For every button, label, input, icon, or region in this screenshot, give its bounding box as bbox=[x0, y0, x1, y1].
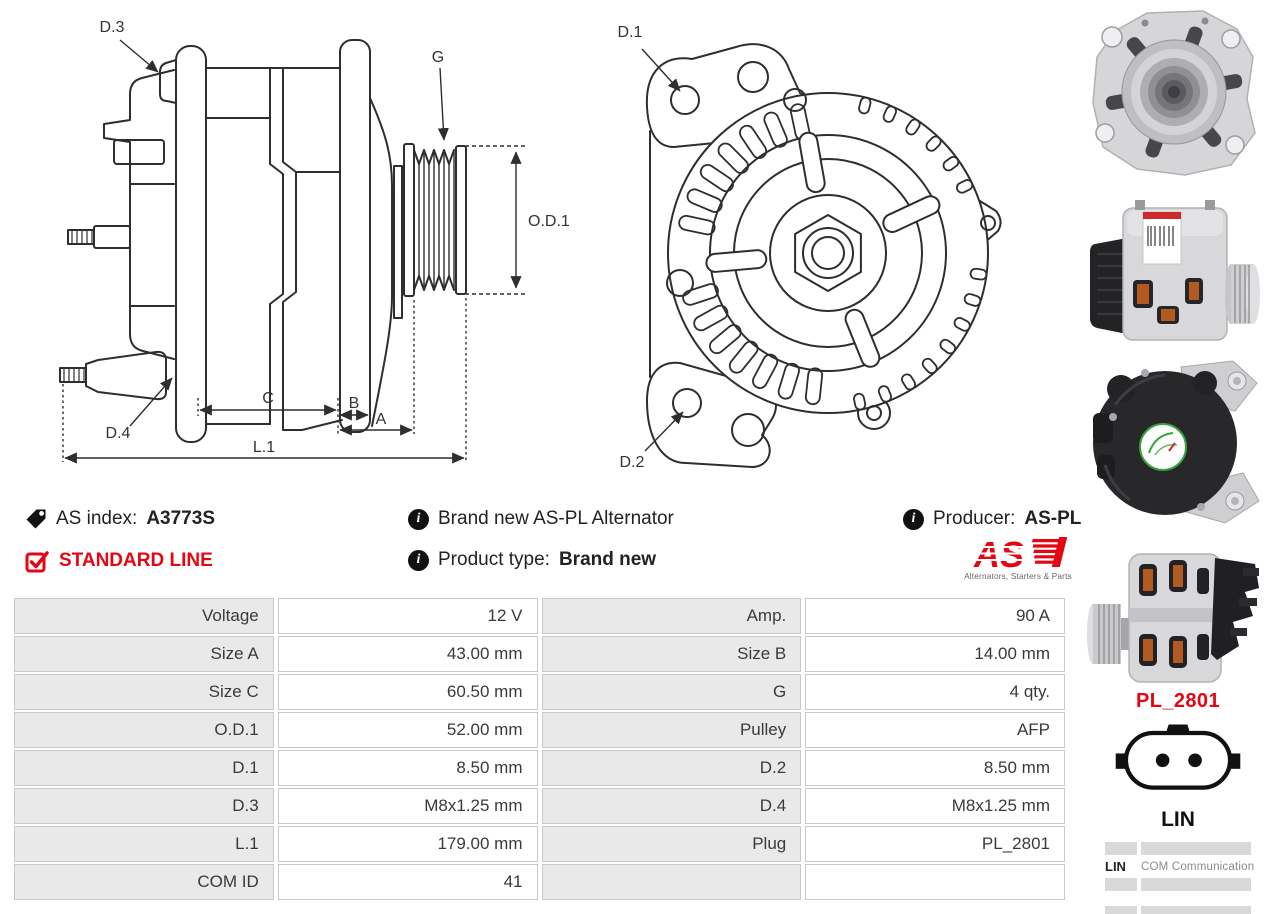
front-view-drawing bbox=[590, 5, 1010, 480]
spec-label bbox=[542, 864, 802, 900]
plug-type-label: LIN bbox=[1161, 808, 1195, 831]
spec-label: Amp. bbox=[542, 598, 802, 634]
spec-value: 179.00 mm bbox=[278, 826, 538, 862]
dim-label-g: G bbox=[431, 49, 445, 66]
com-table-bar bbox=[1141, 842, 1251, 855]
spec-value: 14.00 mm bbox=[805, 636, 1065, 672]
spec-value: 12 V bbox=[278, 598, 538, 634]
dim-label-d3: D.3 bbox=[99, 19, 125, 36]
spec-value: 8.50 mm bbox=[278, 750, 538, 786]
spec-label: Size B bbox=[542, 636, 802, 672]
spec-table bbox=[14, 598, 1065, 900]
spec-label: D.4 bbox=[542, 788, 802, 824]
product-photo-side[interactable] bbox=[1085, 188, 1263, 346]
spec-value: 41 bbox=[278, 864, 538, 900]
spec-label: L.1 bbox=[14, 826, 274, 862]
dim-label-b: B bbox=[348, 395, 360, 412]
standard-line-text: STANDARD LINE bbox=[59, 550, 213, 571]
dim-label-a: A bbox=[375, 411, 387, 428]
producer-label: Producer: bbox=[933, 508, 1016, 529]
side-view-drawing bbox=[40, 6, 580, 476]
product-photo-side-pulley[interactable] bbox=[1085, 542, 1263, 690]
as-index-field bbox=[25, 508, 215, 530]
spec-label: Pulley bbox=[542, 712, 802, 748]
spec-value: M8x1.25 mm bbox=[805, 788, 1065, 824]
spec-label: COM ID bbox=[14, 864, 274, 900]
spec-value: M8x1.25 mm bbox=[278, 788, 538, 824]
info-icon: i bbox=[903, 509, 924, 530]
producer-field bbox=[903, 508, 1081, 530]
connector-diagram bbox=[1114, 721, 1242, 803]
spec-value: 52.00 mm bbox=[278, 712, 538, 748]
as-index-value: A3773S bbox=[146, 508, 215, 529]
info-icon: i bbox=[408, 509, 429, 530]
com-table-bar bbox=[1105, 906, 1137, 914]
dim-label-l1: L.1 bbox=[252, 439, 276, 456]
producer-value: AS-PL bbox=[1024, 508, 1082, 529]
description-text: Brand new AS-PL Alternator bbox=[438, 508, 674, 529]
logo-tagline: Alternators, Starters & Parts bbox=[964, 572, 1072, 581]
com-table-bar bbox=[1105, 878, 1137, 891]
com-table-bar bbox=[1105, 842, 1137, 855]
spec-value: 60.50 mm bbox=[278, 674, 538, 710]
com-table-bar bbox=[1141, 878, 1251, 891]
product-type-label: Product type: bbox=[438, 549, 550, 570]
com-table-row bbox=[1105, 859, 1255, 874]
spec-value: 90 A bbox=[805, 598, 1065, 634]
com-table-row bbox=[1105, 842, 1251, 855]
dim-label-od1: O.D.1 bbox=[528, 213, 570, 230]
com-table-row bbox=[1105, 906, 1251, 914]
tag-icon bbox=[25, 508, 47, 530]
side-view-outline bbox=[60, 40, 466, 442]
spec-value: AFP bbox=[805, 712, 1065, 748]
dim-label-d1: D.1 bbox=[617, 24, 643, 41]
front-view-outline bbox=[647, 44, 1001, 467]
spec-value: 8.50 mm bbox=[805, 750, 1065, 786]
as-pl-logo bbox=[956, 534, 1080, 587]
dim-label-c: C bbox=[262, 390, 274, 407]
spec-label: D.1 bbox=[14, 750, 274, 786]
product-type-value: Brand new bbox=[558, 549, 657, 570]
com-key: LIN bbox=[1105, 859, 1126, 874]
connector-panel bbox=[1100, 690, 1256, 914]
product-type-field bbox=[408, 549, 656, 571]
spec-value: PL_2801 bbox=[805, 826, 1065, 862]
spec-label: Size C bbox=[14, 674, 274, 710]
spec-value: 43.00 mm bbox=[278, 636, 538, 672]
com-table-row bbox=[1105, 878, 1251, 891]
spec-label: O.D.1 bbox=[14, 712, 274, 748]
plug-name: PL_2801 bbox=[1136, 690, 1220, 712]
com-value: COM Communication bbox=[1141, 860, 1255, 873]
product-description bbox=[408, 508, 674, 530]
as-index-label: AS index: bbox=[56, 508, 138, 529]
spec-label: D.2 bbox=[542, 750, 802, 786]
spec-label: Plug bbox=[542, 826, 802, 862]
spec-value: 4 qty. bbox=[805, 674, 1065, 710]
spec-label: Voltage bbox=[14, 598, 274, 634]
com-communication-table bbox=[1100, 842, 1256, 914]
check-square-icon bbox=[25, 549, 50, 573]
com-table-bar bbox=[1141, 906, 1251, 914]
product-photo-front[interactable] bbox=[1085, 5, 1263, 181]
spec-label: G bbox=[542, 674, 802, 710]
dim-label-d4: D.4 bbox=[105, 425, 131, 442]
standard-line-badge bbox=[25, 549, 213, 573]
product-photo-rear[interactable] bbox=[1085, 355, 1263, 531]
info-icon: i bbox=[408, 550, 429, 571]
dim-label-d2: D.2 bbox=[619, 454, 645, 471]
spec-label: D.3 bbox=[14, 788, 274, 824]
spec-value bbox=[805, 864, 1065, 900]
spec-label: Size A bbox=[14, 636, 274, 672]
